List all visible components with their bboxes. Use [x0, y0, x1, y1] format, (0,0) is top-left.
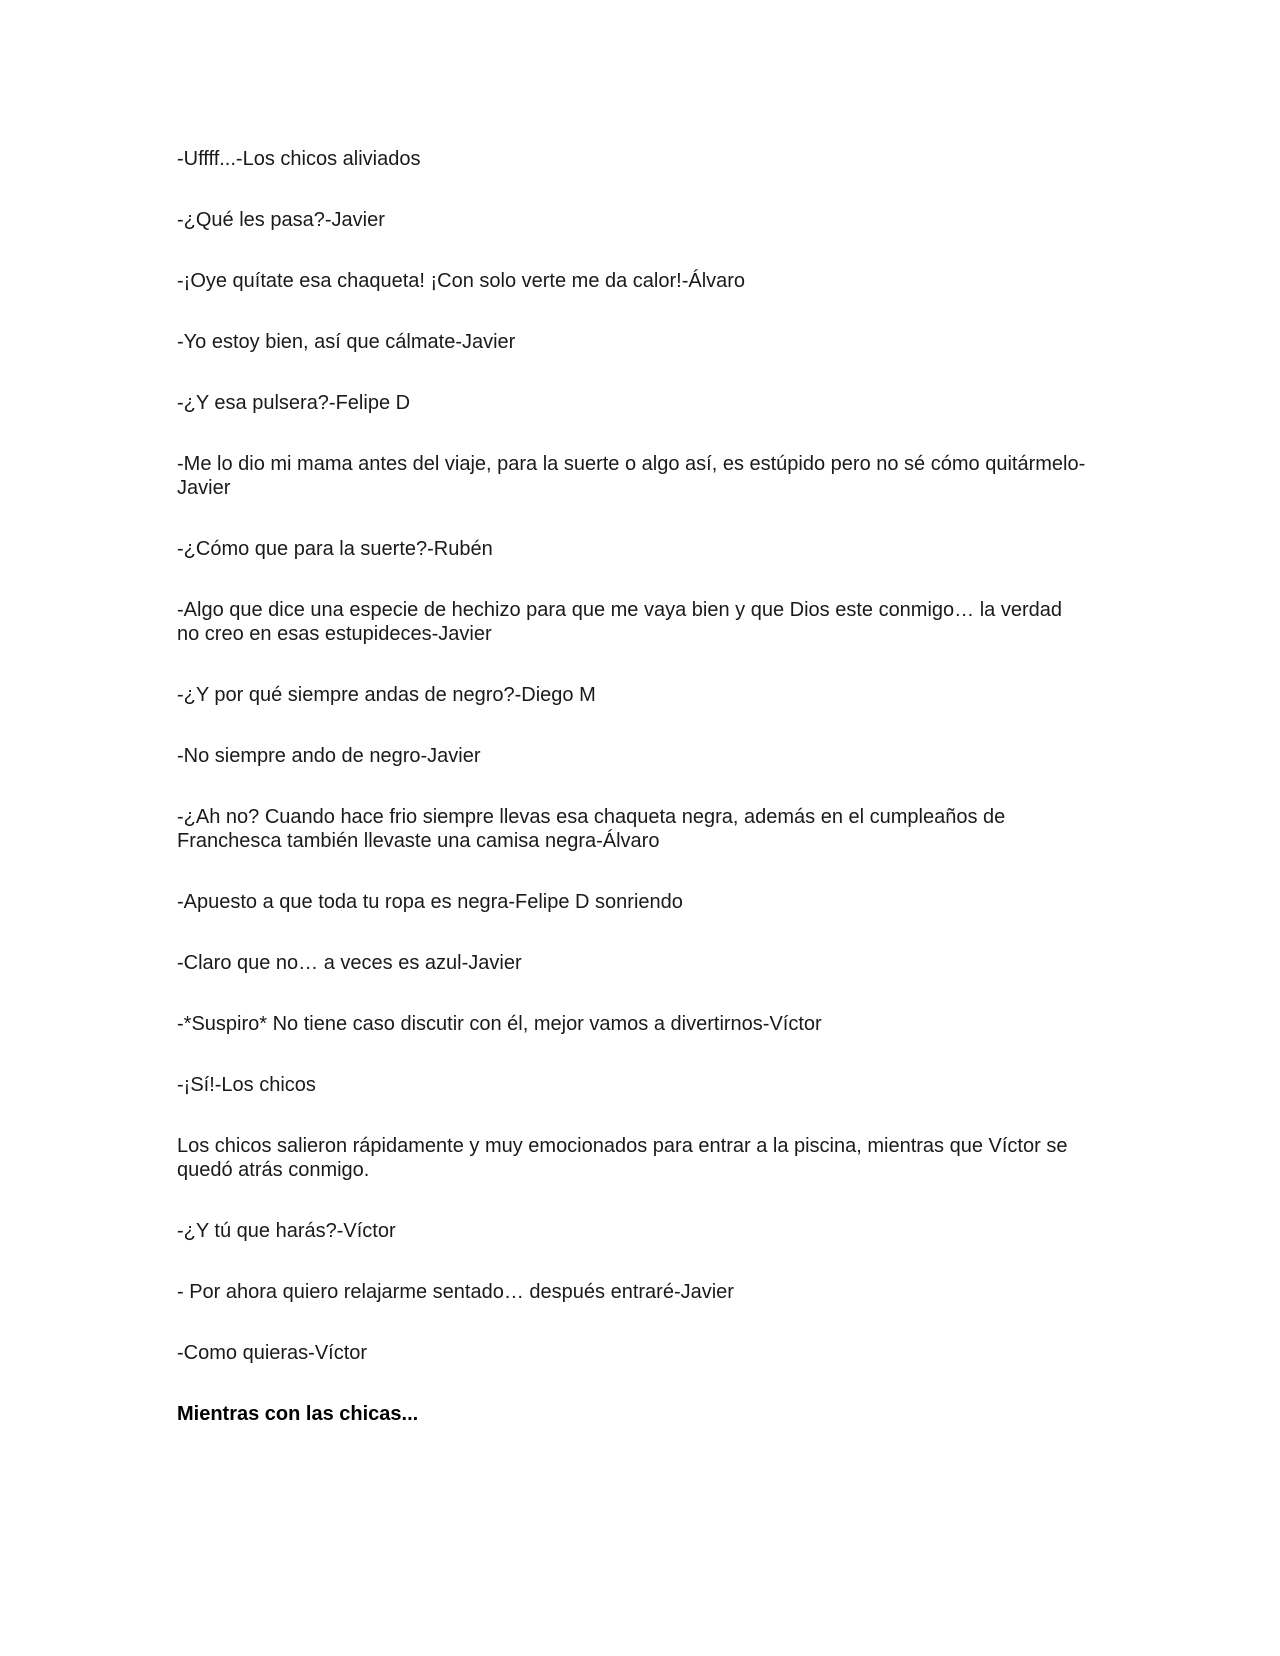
dialogue-paragraph: -Yo estoy bien, así que cálmate-Javier [177, 331, 516, 353]
dialogue-paragraph: -Claro que no… a veces es azul-Javier [177, 952, 522, 974]
dialogue-paragraph: -¿Qué les pasa?-Javier [177, 209, 385, 231]
narration-paragraph: Los chicos salieron rápidamente y muy emocionados para entrar a la piscina, mientras que Víctor se quedó atrás conmigo. [177, 1135, 1068, 1181]
dialogue-paragraph: - Por ahora quiero relajarme sentado… después entraré-Javier [177, 1281, 734, 1303]
dialogue-paragraph: -¿Y esa pulsera?-Felipe D [177, 392, 411, 414]
dialogue-paragraph: -*Suspiro* No tiene caso discutir con él, mejor vamos a divertirnos-Víctor [177, 1013, 822, 1035]
dialogue-paragraph: -Apuesto a que toda tu ropa es negra-Felipe D sonriendo [177, 891, 683, 913]
dialogue-paragraph: -¿Cómo que para la suerte?-Rubén [177, 538, 493, 560]
dialogue-paragraph: -Me lo dio mi mama antes del viaje, para la suerte o algo así, es estúpido pero no sé cómo quitármelo-Javier [177, 453, 1086, 499]
scene-transition-heading: Mientras con las chicas... [177, 1403, 419, 1425]
dialogue-paragraph: -No siempre ando de negro-Javier [177, 745, 481, 767]
dialogue-paragraph: -¿Y tú que harás?-Víctor [177, 1220, 396, 1242]
dialogue-paragraph: -Algo que dice una especie de hechizo para que me vaya bien y que Dios este conmigo… la verdad no creo en esas estupideces-Javier [177, 599, 1062, 645]
dialogue-paragraph: -¿Y por qué siempre andas de negro?-Diego M [177, 684, 596, 706]
dialogue-paragraph: -¡Sí!-Los chicos [177, 1074, 316, 1096]
dialogue-paragraph: -¿Ah no? Cuando hace frio siempre llevas esa chaqueta negra, además en el cumpleaños de Franchesca también llevaste una camisa negra-Álvaro [177, 806, 1006, 852]
document-body [177, 147, 1087, 1463]
dialogue-paragraph: -Como quieras-Víctor [177, 1342, 368, 1364]
dialogue-paragraph: -¡Oye quítate esa chaqueta! ¡Con solo verte me da calor!-Álvaro [177, 270, 746, 292]
dialogue-paragraph: -Uffff...-Los chicos aliviados [177, 148, 421, 170]
